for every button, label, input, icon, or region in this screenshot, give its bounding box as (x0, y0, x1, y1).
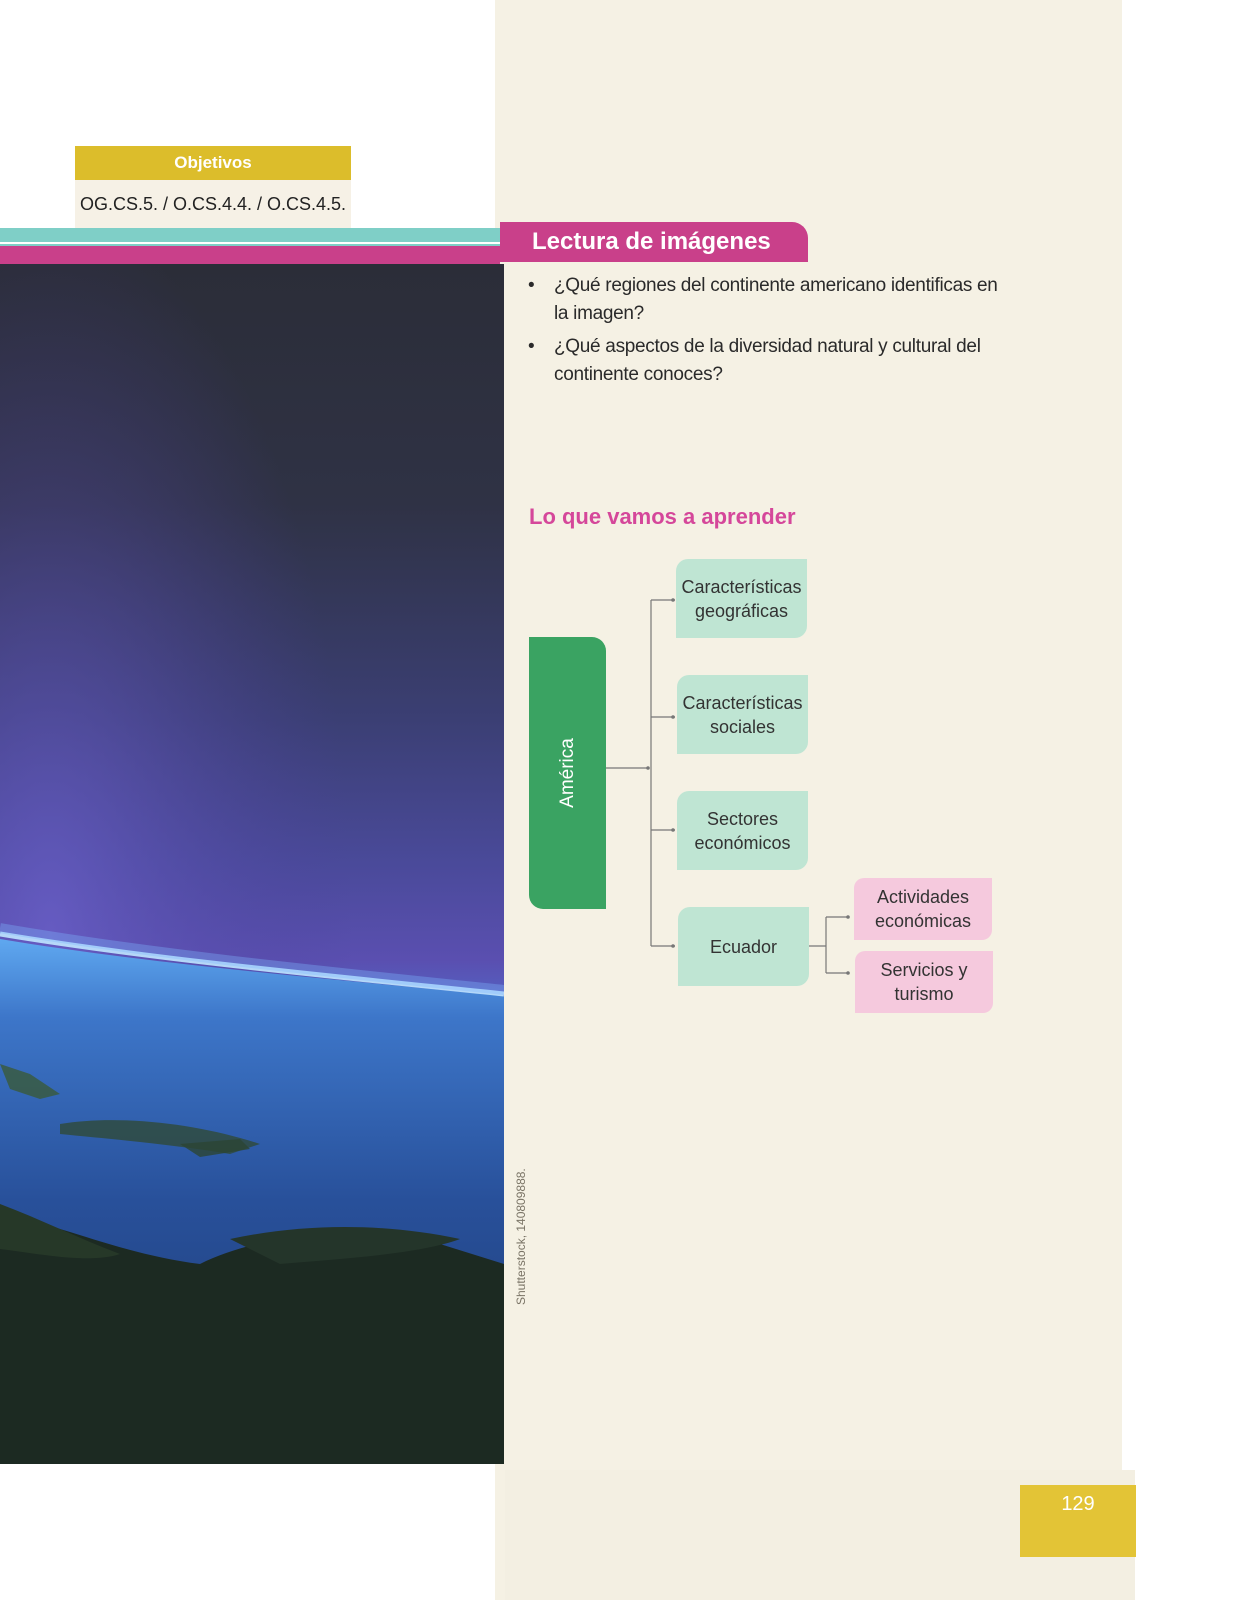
concept-node: Características sociales (677, 675, 808, 754)
bullet: • (528, 275, 535, 296)
concept-node: Características geográficas (676, 559, 807, 638)
magenta-stripe (0, 246, 500, 264)
concept-subnode: Servicios y turismo (855, 951, 993, 1013)
bullet: • (528, 336, 535, 357)
concept-subnode: Actividades económicas (854, 878, 992, 940)
section-title-learn: Lo que vamos a aprender (529, 504, 796, 529)
question-item (528, 272, 998, 328)
question-list (528, 272, 998, 394)
concept-node: Sectores económicos (677, 791, 808, 870)
objectives-header: Objetivos (75, 146, 351, 180)
concept-root-america (529, 637, 606, 909)
teal-stripe (0, 228, 500, 246)
concept-node: Ecuador (678, 907, 809, 986)
section-title-reading: Lectura de imágenes (500, 222, 808, 262)
question-text: ¿Qué aspectos de la diversidad natural y cultural del continente conoces? (554, 336, 981, 385)
question-item (528, 333, 998, 389)
concept-root-label: América (556, 738, 578, 808)
photo-credit: Shutterstock, 140809888. (514, 1168, 528, 1305)
earth-from-space-photo (0, 264, 504, 1464)
page-number: 129 (1020, 1485, 1136, 1557)
objectives-codes: OG.CS.5. / O.CS.4.4. / O.CS.4.5. (75, 180, 351, 228)
question-text: ¿Qué regiones del continente americano identificas en la imagen? (554, 275, 998, 324)
